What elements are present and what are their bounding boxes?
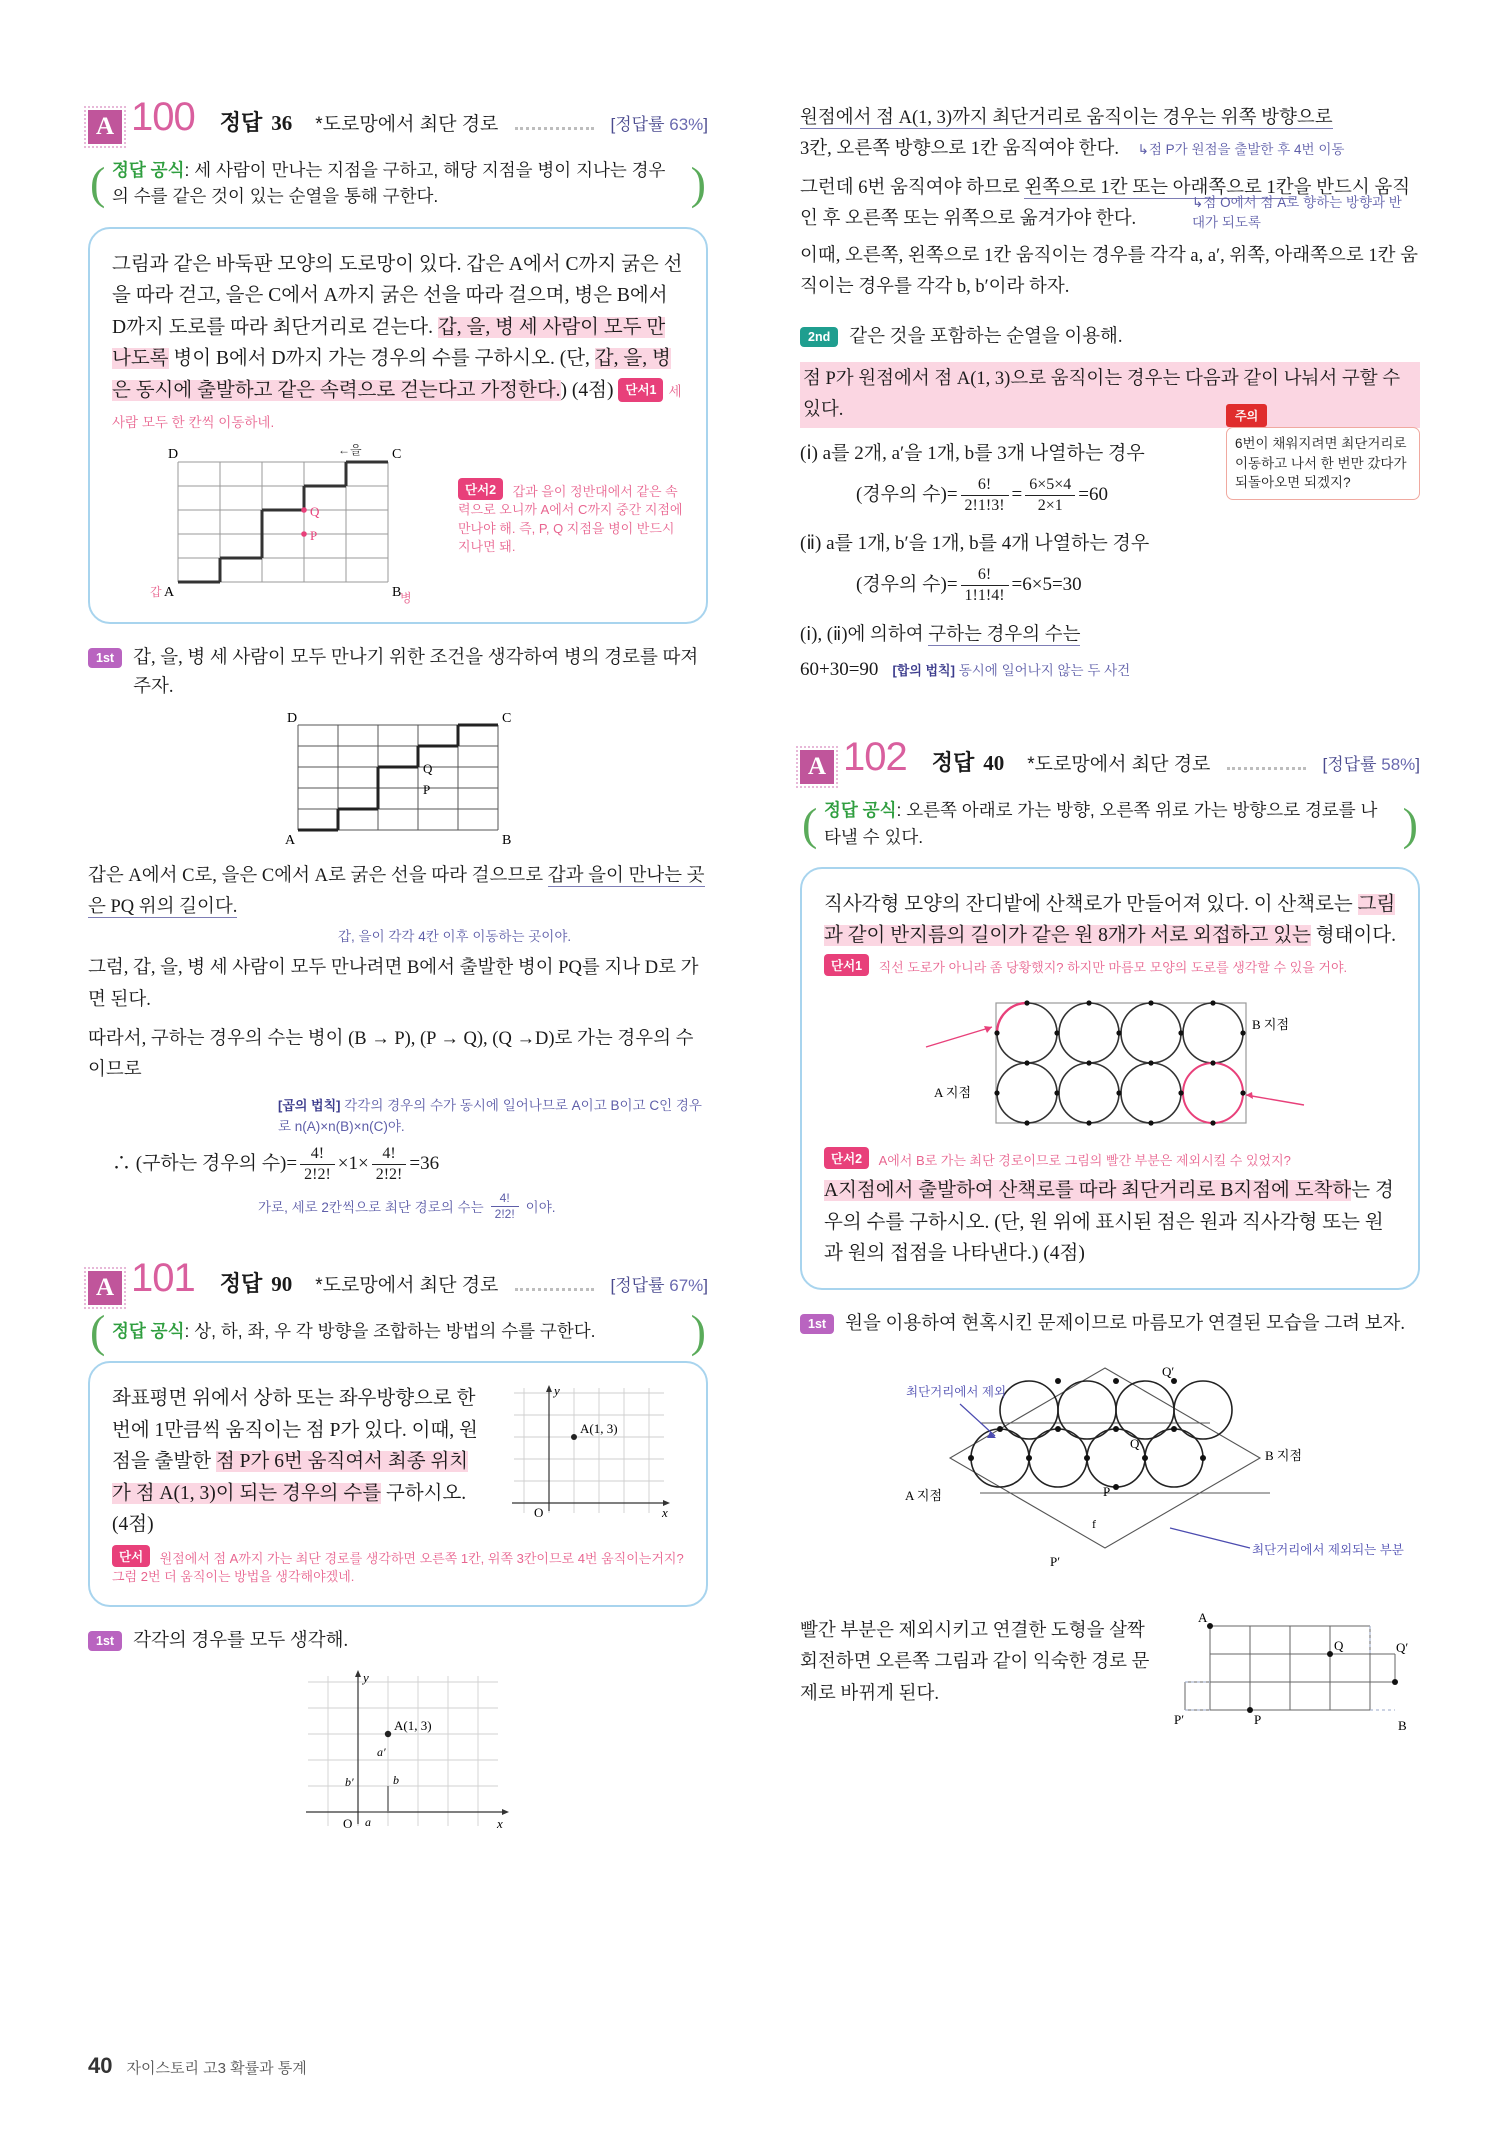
final-equation-row (800, 659, 1420, 681)
problem-100-stem: 그림과 같은 바둑판 모양의 도로망이 있다. 갑은 A에서 C까지 굵은 선을 따라 걷고, 을은 C에서 A까지 굵은 선을 따라 걸으며, 병은 B에서 D까지 도로를 따라 최단거리로 걷는다. 갑, 을, 병 세 사람이 모두 만나도록 병이 B에서 D까지 가는 경우의 수를 구하시오. (단, 갑, 을, 병은 동시에 출발하고 같은 속력으로 걷는다고 가정한다.) (4점) 단서1 세 사람 모두 한 칸씩 이동하네. (112, 253, 683, 431)
problem-number: 102 (843, 735, 907, 780)
answer-value: 40 (983, 751, 1005, 776)
grade-badge: A (800, 750, 834, 784)
clue2-badge: 단서2 (824, 1147, 869, 1169)
step-text: 갑, 을, 병 세 사람이 모두 만나기 위한 조건을 생각하여 병의 경로를 따져 주자. (133, 647, 699, 697)
problem-102-card (800, 867, 1420, 1290)
svg-text:갑: 갑 (150, 584, 162, 599)
answer-formula-101 (88, 1315, 708, 1347)
left-column (88, 95, 708, 1851)
final-grid-102 (1170, 1608, 1420, 1738)
case-i-equation: (경우의 수)= $\frac{6!}{2!1!3!}$ = $\frac{6\times 5\times 4}{2\times 1}$ =60 (856, 476, 1109, 515)
svg-text:최단거리에서 제외: 최단거리에서 제외 (906, 1385, 1007, 1400)
step-text: 원을 이용하여 현혹시킨 문제이므로 마름모가 연결된 모습을 그려 보자. (845, 1313, 1405, 1334)
svg-text:A: A (164, 584, 175, 600)
cont-line-3: 이때, 오른쪽, 왼쪽으로 1칸 움직이는 경우를 각각 a, a′, 위쪽, 아래쪽으로 1칸 움직이는 경우를 각각 b, b′이라 하자. (800, 246, 1418, 298)
case-i-label: (ⅰ) a를 2개, a′을 1개, b를 3개 나열하는 경우 (800, 443, 1145, 465)
svg-text:O: O (534, 1505, 544, 1521)
solution-note-100-2: [곱의 법칙] 각각의 경우의 수가 동시에 일어나므로 A이고 B이고 C인 경우로 n(A)×n(B)×n(C)야. (278, 1097, 702, 1134)
answer-label: 정답 (219, 110, 263, 135)
answer-value: 36 (271, 111, 293, 135)
clue2-text: 갑과 을이 정반대에서 같은 속력으로 오니까 A에서 C까지 중간 지점에 만나야 해. 즉, P, Q 지점을 병이 반드시 지나면 돼. (458, 483, 683, 555)
svg-text:P: P (1254, 1712, 1262, 1728)
final-line: (ⅰ), (ⅱ)에 의하여 구하는 경우의 수는 (800, 625, 1081, 646)
cont-line-2: 그런데 6번 움직여야 하므로 왼쪽으로 1칸 또는 아래쪽으로 1칸을 반드시 움직인 후 오른쪽 또는 위쪽으로 옮겨가야 한다. (800, 178, 1411, 230)
page-number: 40 (88, 2053, 113, 2078)
svg-text:Q′: Q′ (1162, 1364, 1175, 1380)
tail-text-102: 빨간 부분은 제외시키고 연결한 도형을 살짝 회전하면 오른쪽 그림과 같이 익숙한 경로 문제로 바뀌게 된다. (800, 1621, 1150, 1704)
step-1st-102 (800, 1310, 1420, 1339)
final-equation: 60+30=90 (800, 659, 879, 681)
coord-figure-101 (494, 1383, 684, 1541)
clue2-text: A에서 B로 가는 최단 경로이므로 그림의 빨간 부분은 제외시킬 수 있었지? (878, 1153, 1291, 1169)
formula-key: 정답 공식 (112, 1320, 185, 1341)
right-column (800, 95, 1420, 1738)
step-1st-100 (88, 644, 708, 701)
svg-text:P′: P′ (1174, 1712, 1185, 1728)
problem-101-header (88, 1256, 708, 1301)
svg-text:b: b (393, 1772, 399, 1787)
attention-callout (1226, 404, 1420, 500)
correct-rate: [정답률 63%] (610, 115, 708, 134)
svg-text:P: P (310, 527, 318, 543)
cont-line-1: 원점에서 점 A(1, 3)까지 최단거리로 움직이는 경우는 위쪽 방향으로 3칸, 오른쪽 방향으로 1칸 움직여야 한다. ↳점 P가 원점을 출발한 후 4번 이동 (800, 108, 1345, 160)
step-1st-101 (88, 1627, 708, 1656)
case-ii-equation: (경우의 수)= $\frac{6!}{1!1!4!}$ =6×5=30 (856, 566, 1082, 605)
answer-value: 90 (271, 1271, 293, 1296)
dot-leader (1227, 767, 1305, 770)
problem-100-card (88, 227, 708, 624)
topic-label: *도로망에서 최단 경로 (315, 1274, 499, 1296)
svg-text:←을: ←을 (338, 443, 362, 457)
topic-label: *도로망에서 최단 경로 (1027, 754, 1211, 776)
svg-text:Q: Q (310, 503, 320, 519)
coord-figure-101-solution (88, 1666, 708, 1841)
dot-leader (515, 1288, 593, 1291)
grid-figure-100 (112, 444, 458, 604)
svg-text:b′: b′ (345, 1774, 354, 1789)
svg-text:y: y (554, 1383, 560, 1399)
svg-text:f: f (1092, 1517, 1096, 1532)
svg-text:P: P (423, 782, 431, 798)
step-badge: 1st (88, 1631, 122, 1651)
problem-101-card (88, 1361, 708, 1607)
solution-equation-100: ∴ (구하는 경우의 수)= $\frac{4!}{2!2!}$ ×1× $\frac{4!}{2!2!}$ =36 (112, 1144, 440, 1183)
svg-text:Q: Q (1334, 1638, 1344, 1654)
svg-text:C: C (392, 446, 402, 462)
clue2-badge: 단서2 (458, 478, 503, 500)
svg-text:A 지점: A 지점 (905, 1488, 943, 1504)
problem-102-stem-2: A지점에서 출발하여 산책로를 따라 최단거리로 B지점에 도착하는 경우의 수를 구하시오. (단, 원 위에 표시된 점은 원과 직사각형 또는 원과 원의 접점을 나타낸다.) (4점) (824, 1179, 1394, 1265)
solution-note-100-1: 갑, 을이 각각 4칸 이후 이동하는 곳이야. (338, 929, 572, 945)
step-badge: 1st (88, 648, 122, 668)
svg-text:x: x (497, 1815, 503, 1831)
svg-text:최단거리에서 제외되는 부분: 최단거리에서 제외되는 부분 (1252, 1543, 1404, 1558)
svg-text:A 지점: A 지점 (934, 1085, 972, 1101)
problem-100 (88, 95, 708, 1222)
clue1-block-102 (824, 954, 1396, 977)
svg-text:a: a (365, 1814, 371, 1829)
problem-102 (800, 735, 1420, 1738)
problem-101-continuation (800, 103, 1420, 303)
problem-101-stem: 좌표평면 위에서 상하 또는 좌우방향으로 한 번에 1만큼씩 움직이는 점 P가 있다. 이때, 원점을 출발한 점 P가 6번 움직여서 최종 위치가 점 A(1, 3)이 되는 경우의 수를 구하시오. (4점) (112, 1388, 478, 1536)
clue1-text: 직선 도로가 아니라 좀 당황했지? 하지만 마름모 모양의 도로를 생각할 수 있을 거야. (878, 960, 1348, 976)
solution-note-100-3: 가로, 세로 2칸씩으로 최단 경로의 수는 $\frac{4!}{2!2!}$ 이야. (258, 1190, 556, 1221)
solution-grid-100 (88, 711, 708, 851)
correct-rate: [정답률 67%] (610, 1275, 708, 1295)
cont-note-2: ↳점 O에서 점 A로 향하는 방향과 반대가 되도록 (1192, 195, 1402, 231)
topic-label: *도로망에서 최단 경로 (315, 114, 499, 135)
svg-text:P: P (1103, 1484, 1111, 1500)
svg-text:x: x (662, 1505, 668, 1521)
highlight-line: 점 P가 원점에서 점 A(1, 3)으로 움직이는 경우는 다음과 같이 나눠서 구할 수 있다. (800, 362, 1420, 428)
svg-text:B: B (1398, 1718, 1407, 1734)
page-footer (88, 2053, 307, 2079)
step-2nd (800, 323, 1420, 352)
answer-formula-100 (88, 154, 708, 213)
answer-label: 정답 (219, 1270, 263, 1296)
svg-text:병: 병 (400, 590, 412, 604)
formula-text: : 오른쪽 아래로 가는 방향, 오른쪽 위로 가는 방향으로 경로를 나타낼 수 있다. (824, 800, 1378, 847)
svg-text:B: B (502, 833, 512, 849)
clue2-block-102 (824, 1147, 1396, 1170)
svg-text:a′: a′ (377, 1744, 386, 1759)
clue1-badge: 단서1 (618, 378, 663, 402)
problem-number: 100 (131, 95, 195, 139)
problem-100-header (88, 95, 708, 140)
grade-badge: A (88, 1271, 122, 1305)
attention-text: 6번이 채워지려면 최단거리로 이동하고 나서 한 번만 갔다가 되돌아오면 되겠지? (1226, 427, 1420, 500)
clue-block-101 (112, 1545, 684, 1587)
svg-text:B 지점: B 지점 (1265, 1448, 1303, 1464)
rhombus-figure-102 (800, 1348, 1420, 1598)
svg-text:A(1, 3): A(1, 3) (580, 1421, 618, 1437)
book-title: 자이스토리 고3 확률과 통계 (126, 2060, 307, 2077)
answer-formula-102 (800, 794, 1420, 853)
answer-label: 정답 (931, 750, 975, 776)
solution-text-100-c: 따라서, 구하는 경우의 수는 병이 (B → P), (P → Q), (Q →D)로 가는 경우의 수이므로 (88, 1028, 694, 1080)
final-note: [합의 법칙] 동시에 일어나지 않는 두 사건 (892, 663, 1131, 679)
problem-number: 101 (131, 1255, 195, 1300)
svg-text:Q: Q (423, 761, 433, 777)
formula-text: : 상, 하, 좌, 우 각 방향을 조합하는 방법의 수를 구한다. (184, 1320, 596, 1341)
svg-text:D: D (287, 711, 298, 727)
clue1-text: 세 사람 모두 한 칸씩 이동하네. (112, 383, 682, 431)
grade-badge: A (88, 110, 122, 144)
formula-text: : 세 사람이 만나는 지점을 구하고, 해당 지점을 병이 지나는 경우의 수를 같은 것이 있는 순열을 통해 구한다. (112, 160, 666, 207)
problem-101 (88, 1256, 708, 1841)
problem-102-header (800, 735, 1420, 780)
svg-text:B: B (392, 584, 402, 600)
clue1-badge: 단서1 (824, 954, 869, 976)
dot-leader (515, 127, 593, 130)
step-badge: 1st (800, 1314, 834, 1334)
step-text: 각각의 경우를 모두 생각해. (133, 1630, 349, 1651)
svg-text:D: D (168, 446, 179, 462)
svg-text:Q: Q (1130, 1436, 1140, 1452)
step-text: 같은 것을 포함하는 순열을 이용해. (849, 327, 1123, 348)
circles-figure-102 (824, 987, 1396, 1137)
solution-text-100-b: 그럼, 갑, 을, 병 세 사람이 모두 만나려면 B에서 출발한 병이 PQ를 지나 D로 가면 된다. (88, 958, 699, 1010)
svg-text:B 지점: B 지점 (1252, 1017, 1290, 1033)
clue-badge: 단서 (112, 1545, 150, 1567)
svg-text:A: A (285, 833, 296, 849)
svg-text:Q′: Q′ (1396, 1640, 1409, 1656)
clue2-block (458, 444, 684, 557)
svg-text:A: A (1198, 1610, 1208, 1626)
formula-key: 정답 공식 (112, 160, 185, 180)
clue-text: 원점에서 점 A까지 가는 최단 경로를 생각하면 오른쪽 1칸, 위쪽 3칸이므로 4번 움직이는거지? 그럼 2번 더 움직이는 방법을 생각해야겠네. (112, 1550, 684, 1585)
step-badge: 2nd (800, 327, 838, 347)
svg-text:C: C (502, 711, 512, 727)
svg-text:P′: P′ (1050, 1554, 1061, 1570)
attention-tag: 주의 (1226, 404, 1267, 427)
problem-102-stem: 직사각형 모양의 잔디밭에 산책로가 만들어져 있다. 이 산책로는 그림과 같이 반지름의 길이가 같은 원 8개가 서로 외접하고 있는 형태이다. (824, 893, 1396, 947)
formula-key: 정답 공식 (824, 800, 897, 821)
svg-text:y: y (363, 1669, 369, 1685)
svg-text:O: O (343, 1815, 353, 1831)
case-ii-label: (ⅱ) a를 1개, b′을 1개, b를 4개 나열하는 경우 (800, 533, 1150, 555)
solution-text-100-a: 갑은 A에서 C로, 을은 C에서 A로 굵은 선을 따라 걸으므로 갑과 을이 만나는 곳은 PQ 위의 길이다. (88, 866, 705, 918)
correct-rate: [정답률 58%] (1322, 755, 1420, 775)
svg-text:A(1, 3): A(1, 3) (394, 1717, 432, 1733)
